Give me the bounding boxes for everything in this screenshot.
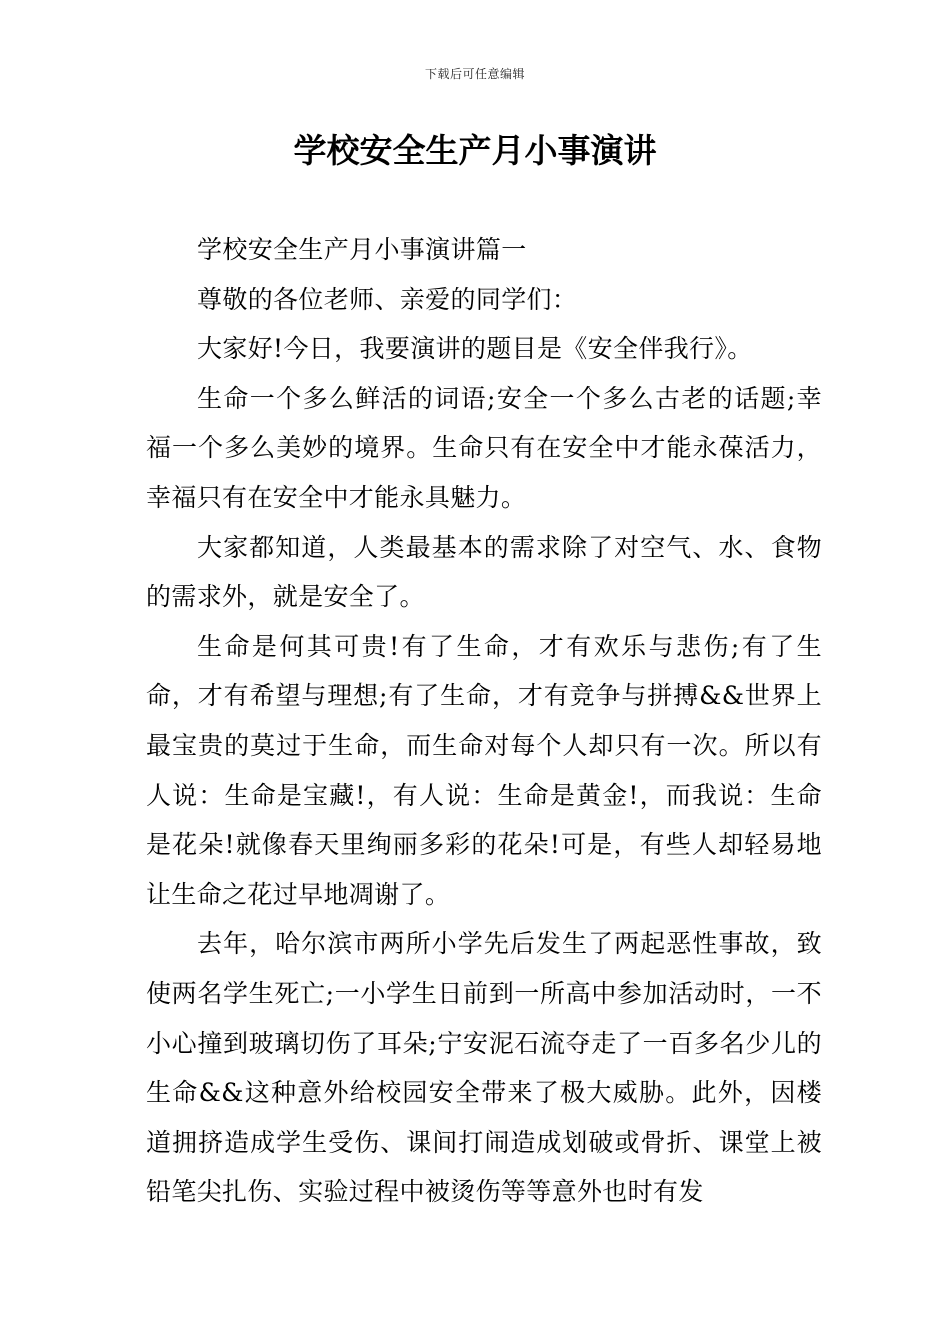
paragraph: 生命是何其可贵!有了生命，才有欢乐与悲伤;有了生命，才有希望与理想;有了生命，才有竞争与拼搏&&世界上最宝贵的莫过于生命，而生命对每个人却只有一次。所以有人说：生命是宝藏!，有人说：生命是黄金!，而我说：生命是花朵!就像春天里绚丽多彩的花朵!可是，有些人却轻易地让生命之花过早地凋谢了。	[146, 631, 822, 909]
document-body	[146, 225, 822, 1217]
paragraph: 大家都知道，人类最基本的需求除了对空气、水、食物的需求外，就是安全了。	[146, 532, 822, 612]
paragraph-section-heading: 学校安全生产月小事演讲篇一	[197, 235, 527, 264]
paragraph: 去年，哈尔滨市两所小学先后发生了两起恶性事故，致使两名学生死亡;一小学生日前到一所高中参加活动时，一不小心撞到玻璃切伤了耳朵;宁安泥石流夺走了一百多名少儿的生命&&这种意外给校园安全带来了极大威胁。此外，因楼道拥挤造成学生受伤、课间打闹造成划破或骨折、课堂上被铅笔尖扎伤、实验过程中被烫伤等等意外也时有发	[146, 929, 822, 1207]
paragraph-salutation: 尊敬的各位老师、亲爱的同学们：	[197, 284, 578, 314]
paragraph: 生命一个多么鲜活的词语;安全一个多么古老的话题;幸福一个多么美妙的境界。生命只有在安全中才能永葆活力，幸福只有在安全中才能永具魅力。	[146, 383, 822, 512]
paragraph-greeting: 大家好!今日，我要演讲的题目是《安全伴我行》。	[197, 334, 753, 364]
document-title: 学校安全生产月小事演讲	[293, 131, 657, 170]
header-note: 下载后可任意编辑	[424, 67, 525, 81]
